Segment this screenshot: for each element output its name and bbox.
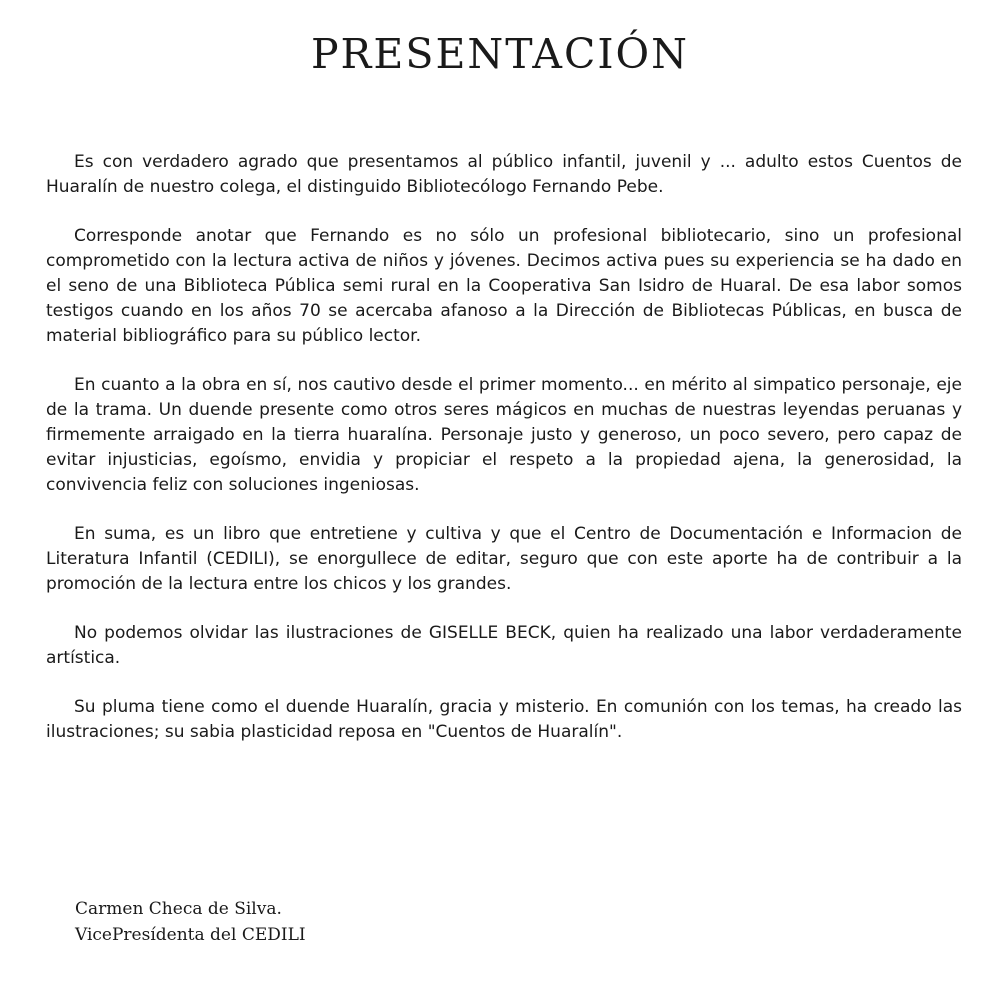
paragraph-summary: En suma, es un libro que entretiene y cultiva y que el Centro de Documentación e Informacion de Literatura Infantil (CEDILI), se enorgullece de editar, seguro que con este aporte ha de contribuir a la promoción de la lectura entre los chicos y los grandes. bbox=[46, 524, 962, 594]
signature-block bbox=[75, 896, 306, 948]
paragraph-illustrator: Su pluma tiene como el duende Huaralín, gracia y misterio. En comunión con los temas, ha creado las ilustraciones; su sabia plasticidad reposa en "Cuentos de Huaralín". bbox=[46, 697, 962, 742]
signature-role: VicePresídenta del CEDILI bbox=[75, 925, 306, 945]
paragraph-illustrations: No podemos olvidar las ilustraciones de GISELLE BECK, quien ha realizado una labor verdaderamente artística. bbox=[46, 623, 962, 668]
paragraph-work: En cuanto a la obra en sí, nos cautivo desde el primer momento... en mérito al simpatico personaje, eje de la trama. Un duende presente como otros seres mágicos en muchas de nuestras leyendas peruanas y firmemente arraigado en la tierra huaralína. Personaje justo y generoso, un poco severo, pero capaz de evitar injusticias, egoísmo, envidia y propiciar el respeto a la propiedad ajena, la generosidad, la convivencia feliz con soluciones ingeniosas. bbox=[46, 375, 962, 495]
signature-name: Carmen Checa de Silva. bbox=[75, 899, 282, 919]
page-title: PRESENTACIÓN bbox=[310, 30, 690, 78]
paragraph-author: Corresponde anotar que Fernando es no sólo un profesional bibliotecario, sino un profesional comprometido con la lectura activa de niños y jóvenes. Decimos activa pues su experiencia se ha dado en el seno de una Biblioteca Pública semi rural en la Cooperativa San Isidro de Huaral. De esa labor somos testigos cuando en los años 70 se acercaba afanoso a la Dirección de Bibliotecas Públicas, en busca de material bibliográfico para su público lector. bbox=[46, 226, 962, 346]
paragraph-intro: Es con verdadero agrado que presentamos al público infantil, juvenil y ... adulto estos Cuentos de Huaralín de nuestro colega, el distinguido Bibliotecólogo Fernando Pebe. bbox=[46, 152, 962, 197]
body-text bbox=[46, 150, 962, 769]
